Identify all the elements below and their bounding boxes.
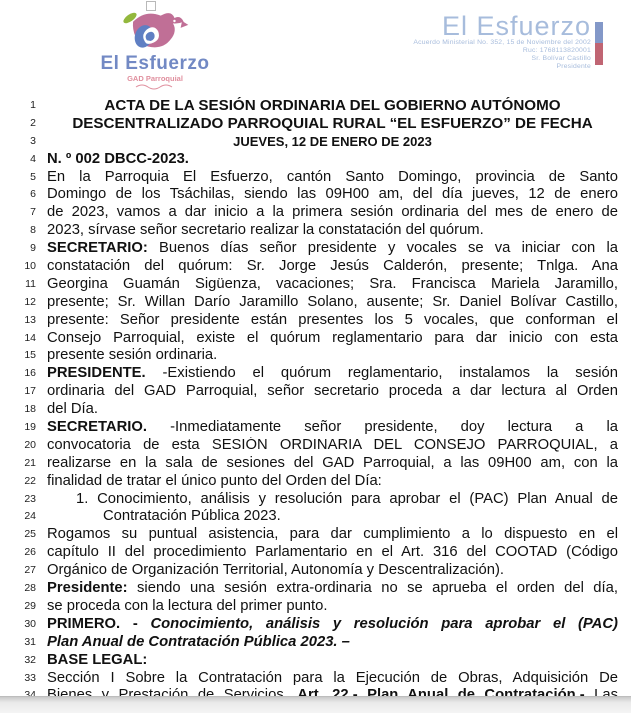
text-segment: -Inmediatamente señor presidente, doy lectura a la	[147, 419, 618, 436]
text-segment: -Existiendo el quórum reglamentario, instalamos la sesión	[145, 365, 618, 382]
doc-line-5	[0, 169, 631, 187]
doc-line-3	[0, 133, 631, 151]
line-text	[47, 670, 618, 688]
line-text	[47, 222, 618, 240]
doc-line-14	[0, 330, 631, 348]
doc-line-26	[0, 544, 631, 562]
doc-line-4	[0, 151, 631, 169]
line-number: 5	[30, 170, 36, 183]
document-body	[0, 97, 631, 705]
text-segment: siendo una sesión extra-ordinaria no se aprueba el orden del día,	[127, 580, 618, 597]
line-number: 20	[24, 438, 36, 451]
text-segment: constatación del quórum: Sr. Jorge Jesús Calderón, presente; Tnlga. Ana	[47, 258, 618, 275]
line-number: 4	[30, 152, 36, 165]
line-number: 21	[24, 456, 36, 469]
line-number: 7	[30, 206, 36, 219]
line-number: 27	[24, 564, 36, 577]
line-number: 2	[30, 116, 36, 129]
doc-line-17	[0, 383, 631, 401]
president-name-line: Sr. Bolívar Castillo	[531, 54, 591, 62]
line-number: 8	[30, 224, 36, 237]
text-segment: Contratación Pública 2023.	[103, 508, 281, 525]
doc-line-31	[0, 634, 631, 652]
doc-line-13	[0, 312, 631, 330]
line-text	[47, 240, 618, 258]
doc-line-23	[0, 491, 631, 509]
line-text	[47, 491, 618, 509]
doc-line-30	[0, 616, 631, 634]
doc-line-18	[0, 401, 631, 419]
line-text	[47, 169, 618, 187]
doc-line-2	[0, 115, 631, 133]
text-segment: Consejo Parroquial, existe el quórum reglamentario para dar inicio con esta	[47, 329, 618, 346]
text-segment: presente; Sr. Willan Darío Jaramillo Solano, ausente; Sr. Daniel Bolívar Castillo,	[47, 293, 618, 310]
line-text	[47, 652, 618, 670]
doc-line-21	[0, 455, 631, 473]
logo-left-subtitle: GAD Parroquial	[127, 74, 183, 83]
line-number: 17	[24, 385, 36, 398]
doc-line-9	[0, 240, 631, 258]
line-number: 23	[24, 492, 36, 505]
line-text	[47, 330, 618, 348]
line-text	[47, 312, 618, 330]
line-text	[47, 598, 618, 616]
doc-line-6	[0, 186, 631, 204]
line-number: 3	[30, 134, 36, 147]
text-segment: del Día.	[47, 401, 98, 418]
line-text	[47, 562, 618, 580]
doc-line-7	[0, 204, 631, 222]
line-number: 6	[30, 188, 36, 201]
line-text	[47, 258, 618, 276]
text-segment: Georgina Guamán Sigüenza, vacaciones; Sra. Francisca Mariela Jaramillo,	[47, 275, 618, 292]
text-segment: realizarse en la sala de sesiones del GAD Parroquial, a las 09H00 am, con la	[47, 454, 618, 471]
line-number: 30	[24, 617, 36, 630]
line-number: 10	[24, 260, 36, 273]
line-text	[47, 580, 618, 598]
text-segment: Plan Anual de Contratación Pública 2023. –	[47, 633, 350, 650]
text-segment: ACTA DE LA SESIÓN ORDINARIA DEL GOBIERNO AUTÓNOMO	[104, 97, 561, 114]
doc-line-8	[0, 222, 631, 240]
logo-left-title: El Esfuerzo	[100, 53, 210, 74]
line-text	[47, 97, 618, 115]
accent-bar-blue	[595, 22, 603, 43]
line-text	[47, 151, 618, 169]
line-text	[47, 508, 618, 526]
doc-line-12	[0, 294, 631, 312]
line-text	[47, 204, 618, 222]
rooster-logo-icon	[117, 8, 189, 54]
doc-line-15	[0, 347, 631, 365]
text-segment: Rogamos su puntual asistencia, para dar cumplimiento a lo dispuesto en el	[47, 526, 618, 543]
doc-line-27	[0, 562, 631, 580]
line-text	[47, 526, 618, 544]
line-text	[47, 383, 618, 401]
line-text	[47, 437, 618, 455]
text-segment: convocatoria de esta SESIÓN ORDINARIA DEL CONSEJO PARROQUIAL, a	[47, 436, 618, 453]
text-segment: presente sesión ordinaria.	[47, 347, 218, 364]
doc-line-25	[0, 526, 631, 544]
doc-line-19	[0, 419, 631, 437]
text-segment: Sección I Sobre la Contratación para la Ejecución de Obras, Adquisición De	[47, 669, 618, 686]
doc-line-20	[0, 437, 631, 455]
page-bottom-strip	[0, 696, 631, 713]
text-segment: Buenos días señor presidente y vocales se va iniciar con la	[147, 240, 618, 257]
line-number: 16	[24, 367, 36, 380]
accent-bar-red	[595, 43, 603, 65]
text-segment: SECRETARIO:	[47, 240, 148, 257]
president-title-line: Presidente	[556, 62, 591, 70]
text-segment: PRIMERO. -	[47, 615, 151, 632]
text-segment: de 2023, vamos a dar inicio a la primera sesión ordinaria del mes de enero de	[47, 204, 618, 221]
logo-slogan-squiggle-icon	[133, 83, 177, 90]
text-segment: Orgánico de Organización Territorial, Autonomía y Descentralización).	[47, 562, 505, 579]
text-segment: 2023, sírvase señor secretario realizar la constatación del quórum.	[47, 222, 484, 239]
text-segment: Conocimiento, análisis y resolución para aprobar el (PAC)	[150, 615, 618, 632]
line-text	[47, 401, 618, 419]
text-segment: 1. Conocimiento, análisis y resolución para aprobar el (PAC) Plan Anual de	[76, 490, 618, 507]
line-number: 26	[24, 546, 36, 559]
line-number: 1	[30, 99, 36, 111]
doc-line-11	[0, 276, 631, 294]
letterhead-right	[413, 13, 591, 71]
line-number: 11	[25, 277, 36, 290]
doc-line-33	[0, 670, 631, 688]
line-number: 29	[24, 599, 36, 612]
text-segment: presente: Señor presidente están presentes los 5 vocales, que conforman el	[47, 311, 618, 328]
doc-line-16	[0, 365, 631, 383]
text-segment: finalidad de tratar el único punto del Orden del Día:	[47, 472, 382, 489]
text-segment: PRESIDENTE.	[47, 365, 146, 382]
text-segment: ordinaria del GAD Parroquial, señor secretario proceda a dar lectura al Orden	[47, 383, 618, 400]
line-text	[47, 634, 618, 652]
line-number: 18	[24, 403, 36, 416]
logo-left	[75, 8, 235, 90]
line-number: 15	[24, 349, 36, 362]
line-text	[47, 186, 618, 204]
line-number: 19	[24, 421, 36, 434]
line-number: 31	[24, 635, 36, 648]
line-text	[47, 455, 618, 473]
doc-line-29	[0, 598, 631, 616]
text-segment: SECRETARIO.	[47, 419, 148, 436]
line-number: 14	[24, 331, 36, 344]
doc-line-1	[0, 97, 631, 115]
line-number: 28	[24, 582, 36, 595]
doc-line-28	[0, 580, 631, 598]
line-number: 32	[24, 653, 36, 666]
line-number: 33	[24, 671, 36, 684]
line-text	[47, 347, 618, 365]
ruc-line: Ruc: 1768113820001	[522, 46, 591, 54]
line-text	[47, 133, 618, 151]
line-text	[47, 616, 618, 634]
line-number: 9	[30, 242, 36, 255]
line-text	[47, 473, 618, 491]
header-accent-bar	[595, 22, 603, 65]
line-number: 12	[24, 295, 36, 308]
line-number: 22	[24, 474, 36, 487]
text-segment: DESCENTRALIZADO PARROQUIAL RURAL “EL ESFUERZO” DE FECHA	[72, 114, 593, 132]
text-segment: Domingo de los Tsáchilas, siendo las 09H00 am, del día jueves, 12 de enero	[47, 186, 618, 203]
doc-line-10	[0, 258, 631, 276]
line-number: 25	[24, 528, 36, 541]
text-segment: capítulo II del procedimiento Parlamentario en el Art. 316 del COOTAD (Código	[47, 544, 618, 561]
ministerial-accord-line: Acuerdo Ministerial No. 352, 15 de Noviembre del 2002	[413, 39, 591, 46]
line-text	[47, 294, 618, 312]
text-segment: N. º 002 DBCC-2023.	[47, 150, 189, 167]
line-text	[47, 276, 618, 294]
text-segment: se proceda con la lectura del primer punto.	[47, 597, 328, 614]
line-text	[47, 365, 618, 383]
text-segment: En la Parroquia El Esfuerzo, cantón Santo Domingo, provincia de Santo	[47, 168, 618, 185]
letterhead-title: El Esfuerzo	[441, 11, 591, 41]
text-segment: Presidente:	[47, 580, 128, 597]
line-text	[47, 419, 618, 437]
doc-line-32	[0, 652, 631, 670]
line-number: 13	[24, 313, 36, 326]
doc-line-22	[0, 473, 631, 491]
doc-line-24	[0, 508, 631, 526]
line-text	[47, 544, 618, 562]
line-number: 24	[24, 510, 36, 523]
line-text	[47, 115, 618, 133]
text-segment: BASE LEGAL:	[47, 651, 148, 668]
text-segment: JUEVES, 12 DE ENERO DE 2023	[233, 133, 432, 149]
